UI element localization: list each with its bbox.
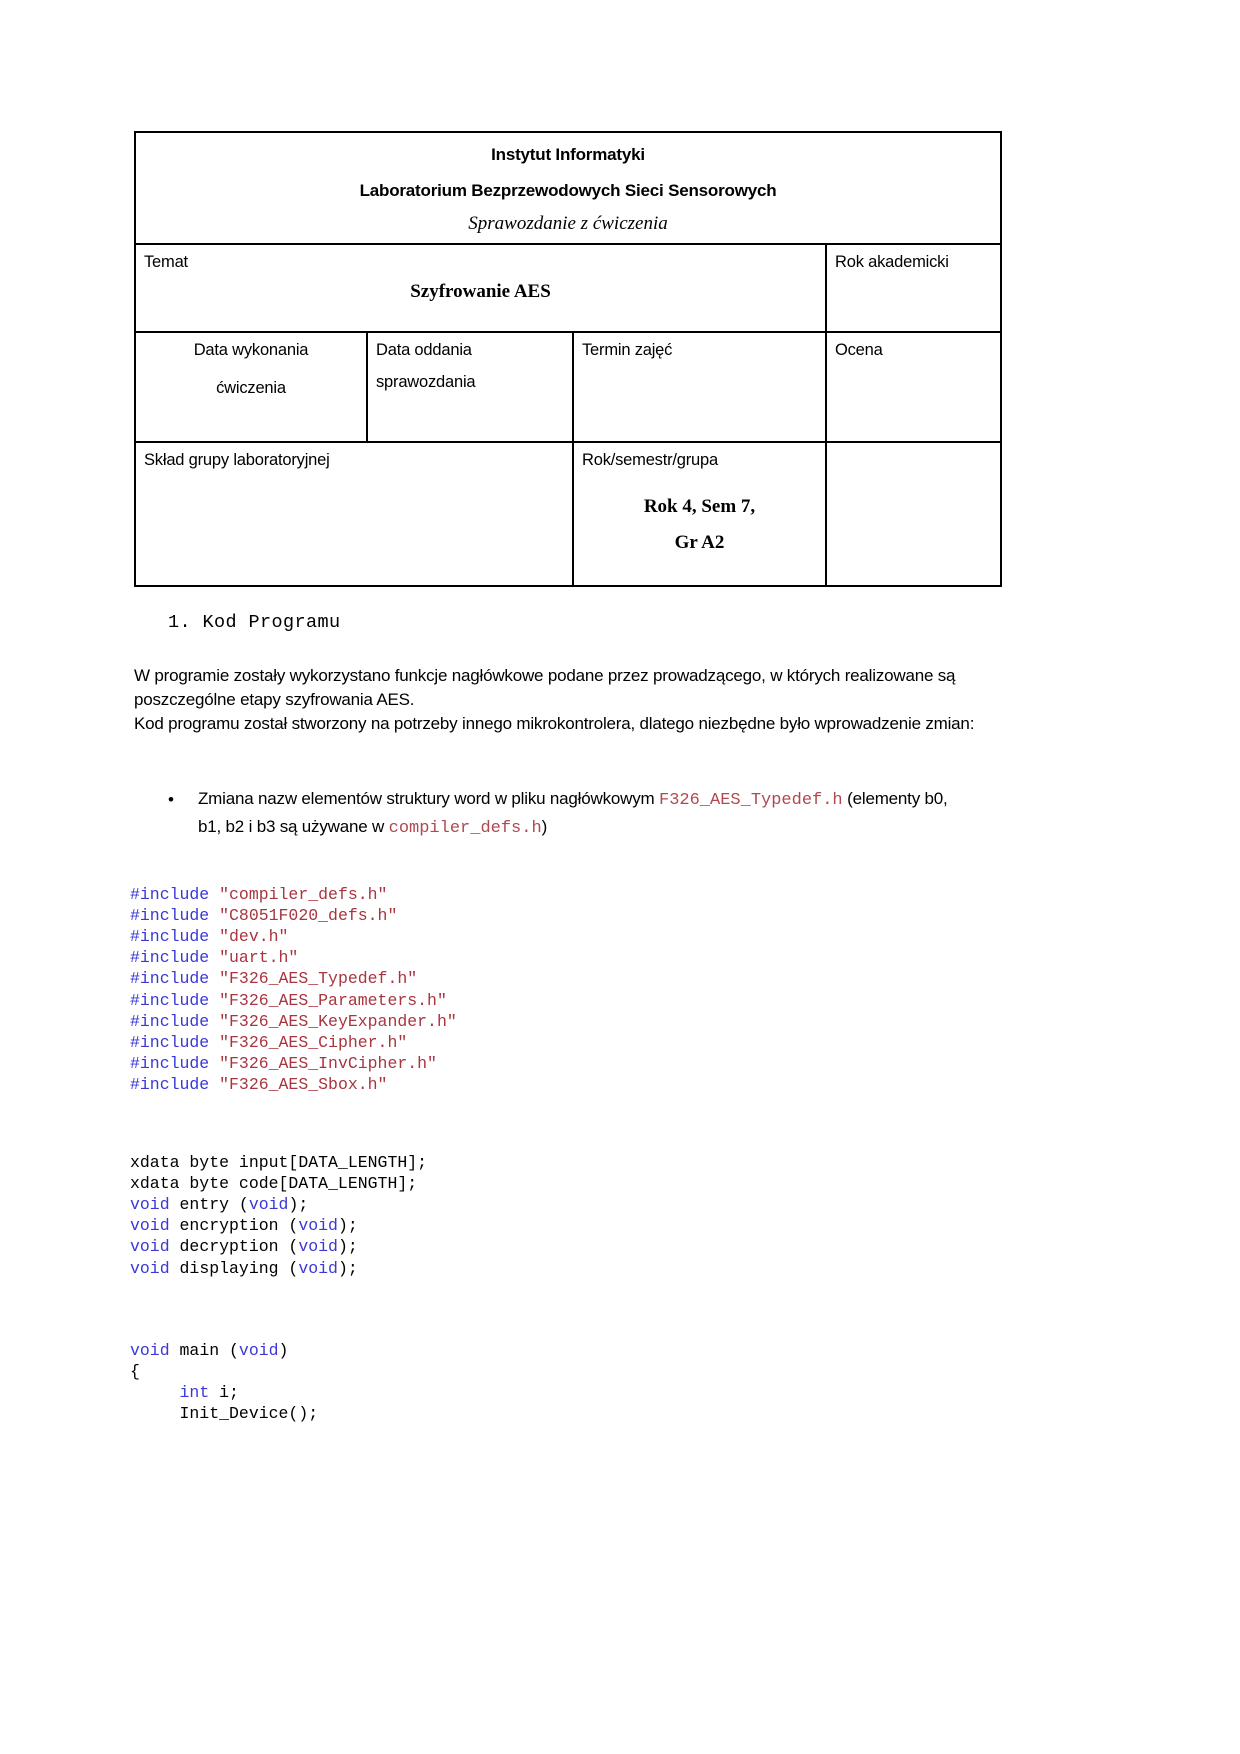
code-token: void (130, 1258, 170, 1278)
code-token: displaying ( (169, 1258, 299, 1278)
code-line-include (130, 1074, 457, 1095)
code-token-directive: #include (130, 1032, 210, 1052)
code-token: ); (337, 1258, 358, 1278)
code-token-space (209, 969, 219, 988)
data-oddania-value (368, 394, 572, 406)
rok-semestr-grupa-label: Rok/semestr/grupa (582, 451, 718, 469)
code-line-include (130, 990, 457, 1011)
sklad-grupy-value (136, 477, 572, 489)
code-token: main ( (169, 1341, 239, 1360)
code-token: { (130, 1362, 140, 1382)
code-token: Init_Device(); (130, 1404, 319, 1424)
code-line-include (130, 905, 457, 926)
data-wykonania-value (136, 400, 366, 412)
ocena-label: Ocena (835, 341, 883, 359)
ocena-value (827, 367, 1000, 379)
code-line-main (130, 1382, 318, 1403)
code-block-main (130, 1340, 318, 1424)
code-token: void (238, 1341, 279, 1360)
code-token-header-file: "C8051F020_defs.h" (219, 906, 398, 926)
code-token-space (209, 1054, 219, 1073)
code-line-include (130, 1032, 457, 1053)
code-token-directive: #include (130, 906, 210, 926)
bullet-text-part1: Zmiana nazw elementów struktury word w pliku nagłówkowym (198, 789, 659, 808)
code-token: xdata byte code[DATA_LENGTH]; (130, 1174, 418, 1194)
code-token: void (130, 1195, 170, 1215)
code-token-header-file: "compiler_defs.h" (219, 885, 388, 904)
table-row-institute (135, 132, 1001, 171)
code-token-space (209, 885, 219, 904)
temat-value: Szyfrowanie AES (410, 281, 551, 302)
code-token-space (209, 1012, 219, 1031)
code-line-declaration (130, 1215, 427, 1236)
code-token: ) (278, 1341, 289, 1360)
code-line-include (130, 884, 457, 905)
report-type-title: Sprawozdanie z ćwiczenia (468, 213, 668, 234)
code-line-main (130, 1340, 318, 1361)
code-token-directive: #include (130, 1053, 210, 1073)
sklad-grupy-label: Skład grupy laboratoryjnej (144, 451, 330, 469)
code-line-include (130, 968, 457, 989)
code-token-directive: #include (130, 927, 210, 947)
inline-code-compiler-defs: compiler_defs.h (388, 818, 542, 838)
rok-akademicki-value (827, 279, 1000, 291)
section-heading: 1. Kod Programu (168, 612, 341, 633)
code-token-header-file: "F326_AES_Parameters.h" (219, 990, 447, 1010)
code-token-space (209, 927, 219, 946)
code-token-header-file: "F326_AES_Sbox.h" (219, 1074, 388, 1094)
code-line-main (130, 1403, 318, 1424)
code-token: ); (337, 1237, 358, 1257)
code-token: void (130, 1216, 170, 1236)
bullet-marker-icon: • (168, 790, 174, 809)
code-token-header-file: "F326_AES_Cipher.h" (219, 1032, 408, 1052)
code-token: void (298, 1258, 338, 1278)
code-token: int (179, 1383, 210, 1403)
code-line-declaration (130, 1258, 427, 1279)
code-token-directive: #include (130, 969, 210, 989)
table-row-group (135, 442, 1001, 586)
code-token-header-file: "F326_AES_InvCipher.h" (219, 1053, 437, 1073)
rok-semestr-grupa-line2: Gr A2 (674, 532, 725, 554)
rok-akademicki-label: Rok akademicki (835, 253, 949, 271)
bullet-list (168, 786, 968, 841)
termin-zajec-label: Termin zajęć (582, 341, 673, 359)
code-token-header-file: "F326_AES_Typedef.h" (219, 969, 418, 989)
intro-paragraph: W programie zostały wykorzystano funkcje nagłówkowe podane przez prowadzącego, w których realizowane są poszczególne etapy szyfrowania AES. Kod programu został stworzony na potrzeby innego mikrokontrolera, dlatego niezbędne było wprowadzenie zmian: (134, 666, 975, 734)
code-token-directive: #include (130, 1011, 210, 1031)
code-line-declaration (130, 1173, 427, 1194)
temat-label: Temat (144, 253, 188, 271)
table-row-dates (135, 332, 1001, 442)
table-row-temat (135, 244, 1001, 332)
code-token-space (209, 991, 219, 1010)
table-row-report-type (135, 205, 1001, 244)
code-token: void (130, 1341, 170, 1360)
code-token-directive: #include (130, 948, 210, 968)
code-block-includes (130, 884, 457, 1095)
institute-title: Instytut Informatyki (491, 145, 645, 164)
code-token (130, 1383, 180, 1402)
code-token-space (209, 1075, 219, 1094)
data-oddania-label-line1: Data oddania (376, 341, 472, 359)
code-line-include (130, 947, 457, 968)
code-token: void (298, 1237, 338, 1257)
bullet-text-part2: (elementy b0, b1, b2 i b3 są używane w (198, 789, 948, 836)
code-token-header-file: "F326_AES_KeyExpander.h" (219, 1011, 457, 1031)
code-line-main (130, 1361, 318, 1382)
code-token-space (209, 1033, 219, 1052)
code-token-directive: #include (130, 990, 210, 1010)
code-line-declaration (130, 1194, 427, 1215)
code-token: ); (288, 1195, 309, 1215)
code-token: void (130, 1237, 170, 1257)
inline-code-typedef-header: F326_AES_Typedef.h (659, 791, 843, 810)
code-token-header-file: "uart.h" (219, 948, 299, 968)
data-wykonania-label-line1: Data wykonania (193, 341, 309, 359)
code-token: xdata byte input[DATA_LENGTH]; (130, 1153, 428, 1172)
code-line-declaration (130, 1236, 427, 1257)
rok-semestr-grupa-line1: Rok 4, Sem 7, (643, 496, 756, 518)
table-row-laboratory (135, 171, 1001, 205)
code-token: void (248, 1195, 289, 1215)
code-token-directive: #include (130, 1074, 210, 1094)
data-wykonania-label-line2: ćwiczenia (216, 379, 286, 398)
code-token: decryption ( (169, 1237, 299, 1257)
code-token-directive: #include (130, 885, 210, 904)
code-token-space (209, 906, 219, 925)
code-line-include (130, 926, 457, 947)
code-line-declaration (130, 1152, 427, 1173)
code-token: i; (209, 1383, 239, 1403)
group-empty-cell (826, 442, 1001, 586)
code-token: void (298, 1216, 338, 1236)
code-line-include (130, 1053, 457, 1074)
code-token-space (209, 948, 219, 967)
laboratory-title: Laboratorium Bezprzewodowych Sieci Sensorowych (359, 181, 777, 200)
code-token: encryption ( (169, 1216, 299, 1236)
bullet-item-text (198, 786, 968, 841)
code-token: entry ( (169, 1195, 249, 1215)
report-header-table (134, 131, 1002, 587)
data-oddania-label-line2: sprawozdania (376, 373, 476, 392)
code-token-header-file: "dev.h" (219, 927, 289, 947)
code-block-declarations (130, 1152, 427, 1279)
code-token: ); (337, 1216, 358, 1236)
termin-zajec-value (574, 367, 825, 379)
list-item (168, 786, 968, 841)
bullet-text-part3: ) (541, 816, 548, 836)
code-line-include (130, 1011, 457, 1032)
